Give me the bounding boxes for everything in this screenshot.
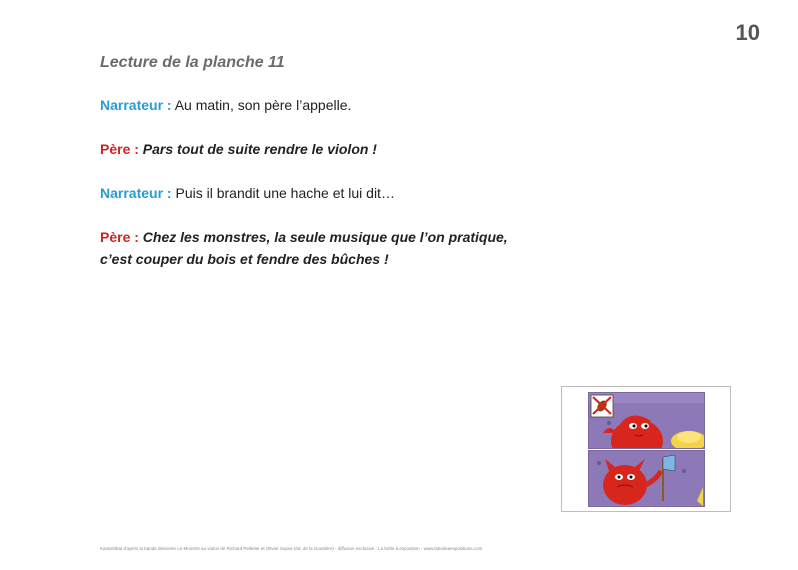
speaker-label: Narrateur :	[100, 97, 172, 113]
dialogue-text-continued: c’est couper du bois et fendre des bûches !	[100, 251, 389, 267]
comic-panel-2-art	[589, 451, 704, 506]
footer-credits: Kamishibaï d’après la bande dessinée Le Monstre au violon de Richard Pelletier et Olivier Supiot (éd. de la Gouttière) - diffusion exclusive : La boîte à exposition - www.laboiteaexpositions.com	[100, 546, 483, 551]
dialogue-line-1	[100, 94, 660, 116]
speaker-label: Père :	[100, 141, 139, 157]
speaker-label: Père :	[100, 229, 139, 245]
page-number: 10	[735, 20, 760, 45]
dialogue-text: Pars tout de suite rendre le violon !	[138, 141, 377, 157]
comic-thumbnail	[561, 386, 731, 512]
dialogue-text: Au matin, son père l’appelle.	[171, 97, 352, 113]
dialogue-text: Chez les monstres, la seule musique que l’on pratique,	[138, 229, 508, 245]
speaker-label: Narrateur :	[100, 185, 172, 201]
dialogue-text: Puis il brandit une hache et lui dit…	[171, 185, 395, 201]
dialogue-line-3	[100, 182, 660, 204]
dialogue-line-2	[100, 138, 660, 160]
comic-panel-2	[588, 450, 705, 507]
violon-crossed-icon	[591, 395, 613, 417]
section-title: Lecture de la planche 11	[100, 54, 285, 71]
comic-panel-1-art	[589, 393, 704, 448]
comic-panel-1	[588, 392, 705, 449]
dialogue-line-4	[100, 226, 660, 270]
